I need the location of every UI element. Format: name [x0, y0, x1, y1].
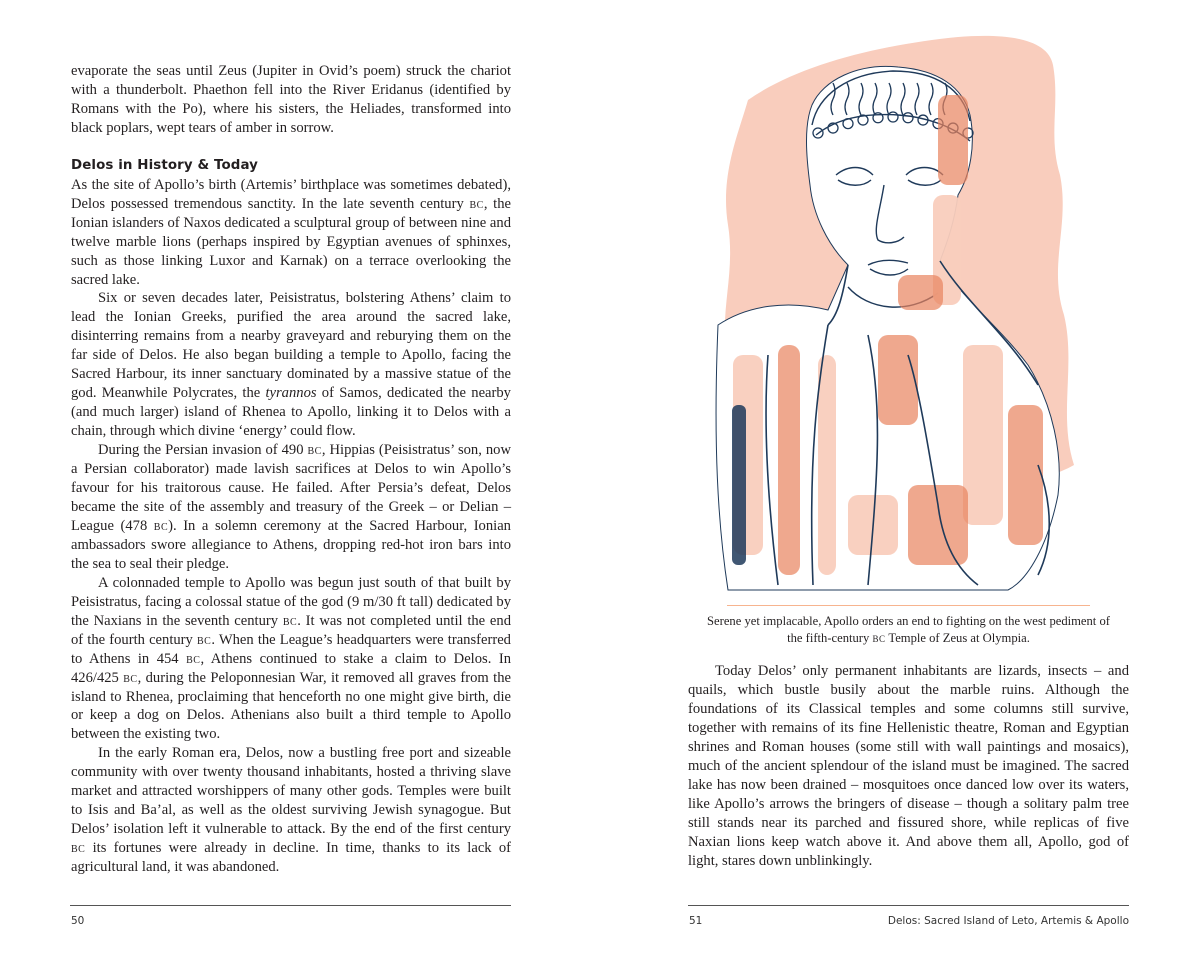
- era-abbrev: bc: [186, 650, 201, 667]
- body-paragraph-4: A colonnaded temple to Apollo was begun just south of that built by Peisistratus, facing a colossal statue of the god (9 m/30 ft tall) dedicated by the Naxians in the seventh century bc. It was not completed until the end of the fourth century bc. When the League’s headquarters were transferred to Athens in 454 bc, Athens continued to stake a claim to Delos. In 426/425 bc, during the Peloponnesian War, it removed all graves from the island to Rhenea, proclaiming that henceforth no one might give birth, die or keep a dog on Delos. Athenians also built a third temple to Apollo between the existing two.: [71, 574, 512, 743]
- apollo-illustration: [708, 25, 1098, 595]
- era-abbrev: bc: [469, 195, 484, 212]
- left-text-column: [71, 62, 511, 877]
- shade-stroke: [963, 345, 1003, 525]
- figure-caption: Serene yet implacable, Apollo orders an end to fighting on the west pediment of the fifth-century bc Temple of Zeus at Olympia.: [707, 614, 1110, 645]
- shade-stroke: [818, 355, 836, 575]
- body-paragraph-2: Six or seven decades later, Peisistratus, bolstering Athens’ claim to lead the Ionian Greeks, purified the area around the sacred lake, disinterring remains from a nearby graveyard and reburying them on the far side of Delos. He also began building a temple to Apollo, facing the Sacred Harbour, its inner sanctuary dominated by a massive statue of the god. Meanwhile Polycrates, the tyrannos of Samos, dedicated the nearby (and much larger) island of Rhenea to Apollo, linking it to Delos with a chain, through which divine ‘energy’ could flow.: [71, 290, 511, 440]
- running-head: Delos: Sacred Island of Leto, Artemis & Apollo: [887, 915, 1129, 927]
- shade-stroke: [938, 95, 968, 185]
- era-abbrev: bc: [307, 442, 322, 459]
- page-number: 51: [689, 915, 703, 927]
- shade-stroke: [878, 335, 918, 425]
- shade-stroke: [732, 405, 746, 565]
- shade-stroke: [908, 485, 968, 565]
- era-abbrev: bc: [196, 631, 212, 648]
- body-paragraph-3: During the Persian invasion of 490 bc, Hippias (Peisistratus’ son, now a Persian collaborator) made lavish sacrifices at Delos to win Apollo’s favour for his traitorous cause. He failed. After Persia’s defeat, Delos became the site of the assembly and treasury of the Greek – or Delian – League (478 bc). In a solemn ceremony at the Sacred Harbour, Ionian ambassadors swore allegiance to Athens, dropping red-hot iron bars into the sea to seal their pledge.: [71, 442, 511, 572]
- section-heading: Delos in History & Today: [71, 157, 258, 173]
- body-paragraph-1: As the site of Apollo’s birth (Artemis’ birthplace was sometimes debated), Delos possessed tremendous sanctity. In the late seventh century bc, the Ionian islanders of Naxos dedicated a sculptural group of between nine and twelve marble lions (perhaps inspired by Egyptian avenues of sphinxes, such as those linking Luxor and Karnak) on a terrace overlooking the sacred lake.: [71, 176, 511, 288]
- intro-paragraph: evaporate the seas until Zeus (Jupiter in Ovid’s poem) struck the chariot with a thunderbolt. Phaethon fell into the River Eridanus (identified by Romans with the Po), where his sisters, the Heliades, transformed into black poplars, wept tears of amber in sorrow.: [71, 63, 511, 136]
- era-abbrev: bc: [71, 840, 86, 857]
- caption-rule: [727, 605, 1090, 606]
- shade-stroke: [898, 275, 943, 310]
- page-number: 50: [71, 915, 85, 927]
- era-abbrev: bc: [872, 631, 886, 645]
- right-text-column: [688, 662, 1129, 870]
- body-paragraph-5: In the early Roman era, Delos, now a bustling free port and sizeable community with over twenty thousand inhabitants, hosted a thriving slave market and attracted worshippers of many other gods. Temples were built to Isis and Ba’al, as well as the oldest surviving Jewish synagogue. But Delos’ isolation left it vulnerable to attack. By the end of the first century bc its fortunes were already in decline. In time, thanks to its lack of agricultural land, it was abandoned.: [71, 745, 511, 876]
- body-paragraph-6: Today Delos’ only permanent inhabitants are lizards, insects – and quails, which bustle busily about the marble ruins. Although the foundations of its Classical temples and some columns still survive, together with remains of its fine Hellenistic theatre, Roman and Egyptian shrines and Roman houses (some still with wall paintings and mosaics), much of the ancient splendour of the island must be imagined. The sacred lake has now been drained – mosquitoes once danced low over its waters, like Apollo’s arrows the bringers of disease – though a solitary palm tree still stands near its parched and fissured shore, while replicas of five Naxian lions keep watch above it. And above them all, Apollo, god of light, stares down unblinkingly.: [688, 663, 1129, 869]
- right-page: [600, 0, 1200, 961]
- shade-stroke: [778, 345, 800, 575]
- era-abbrev: bc: [282, 612, 298, 629]
- era-abbrev: bc: [153, 517, 169, 534]
- shade-stroke: [1008, 405, 1043, 545]
- footer-rule: [688, 905, 1129, 906]
- italic-term: tyrannos: [265, 385, 317, 402]
- era-abbrev: bc: [123, 669, 138, 686]
- footer-rule: [70, 905, 511, 906]
